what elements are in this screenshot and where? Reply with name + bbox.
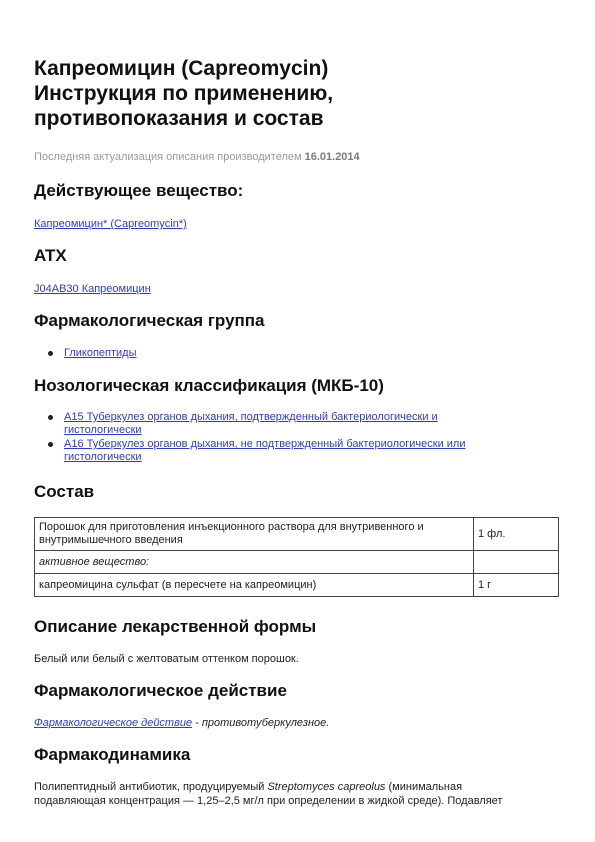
- table-cell: 1 фл.: [474, 518, 559, 551]
- pharm-action-link[interactable]: Фармакологическое действие: [34, 717, 193, 729]
- table-cell: [474, 551, 559, 574]
- bullet-icon: [48, 415, 53, 420]
- bullet-icon: [48, 442, 53, 447]
- list-item: [34, 438, 574, 464]
- heading-atc: ATX: [34, 246, 67, 265]
- table-cell: 1 г: [474, 574, 559, 597]
- table-cell: активное вещество:: [35, 551, 474, 574]
- heading-nosology: Нозологическая классификация (МКБ-10): [34, 376, 384, 395]
- heading-dosage-form: Описание лекарственной формы: [34, 617, 317, 636]
- heading-pharm-action: Фармакологическое действие: [34, 681, 287, 700]
- last-update: [34, 151, 360, 163]
- heading-pharmacodynamics: Фармакодинамика: [34, 745, 191, 764]
- composition-table: [34, 517, 559, 597]
- title-line-3: противопоказания и состав: [34, 107, 324, 130]
- page-title: [34, 56, 333, 131]
- list-item: [34, 411, 574, 437]
- table-row: [35, 518, 559, 551]
- atc-link[interactable]: J04AB30 Капреомицин: [34, 283, 151, 295]
- nosology-list: [34, 411, 574, 464]
- bullet-icon: [48, 351, 53, 356]
- last-update-label: Последняя актуализация описания производителем: [34, 151, 302, 163]
- table-cell: капреомицина сульфат (в пересчете на капреомицин): [35, 574, 474, 597]
- dosage-form-text: Белый или белый с желтоватым оттенком порошок.: [34, 653, 299, 665]
- pharmacodynamics-text: Полипептидный антибиотик, продуцируемый Streptomyces capreolus (минимальная подавляющая концентрация — 1,25–2,5 мг/л при определении в жидкой среде). Подавляет: [34, 781, 503, 807]
- table-cell: Порошок для приготовления инъекционного раствора для внутривенного и внутримышечного введения: [35, 518, 474, 551]
- last-update-date: 16.01.2014: [304, 151, 360, 163]
- list-item: [34, 347, 564, 360]
- heading-active-substance: Действующее вещество:: [34, 181, 244, 200]
- active-substance-link[interactable]: Капреомицин* (Capreomycin*): [34, 218, 187, 230]
- title-line-1: Капреомицин (Capreomycin): [34, 57, 329, 80]
- table-row: [35, 551, 559, 574]
- nosology-link-a16[interactable]: A16 Туберкулез органов дыхания, не подтвержденный бактериологически или гистологически: [64, 438, 466, 463]
- nosology-link-a15[interactable]: A15 Туберкулез органов дыхания, подтвержденный бактериологически и гистологически: [64, 411, 438, 436]
- pharm-group-list: [34, 347, 564, 360]
- pharm-group-link[interactable]: Гликопептиды: [64, 347, 137, 359]
- title-line-2: Инструкция по применению,: [34, 82, 334, 105]
- heading-composition: Состав: [34, 482, 95, 501]
- table-row: [35, 574, 559, 597]
- pharm-action-text: Фармакологическое действие - противотуберкулезное.: [34, 717, 330, 729]
- heading-pharm-group: Фармакологическая группа: [34, 311, 265, 330]
